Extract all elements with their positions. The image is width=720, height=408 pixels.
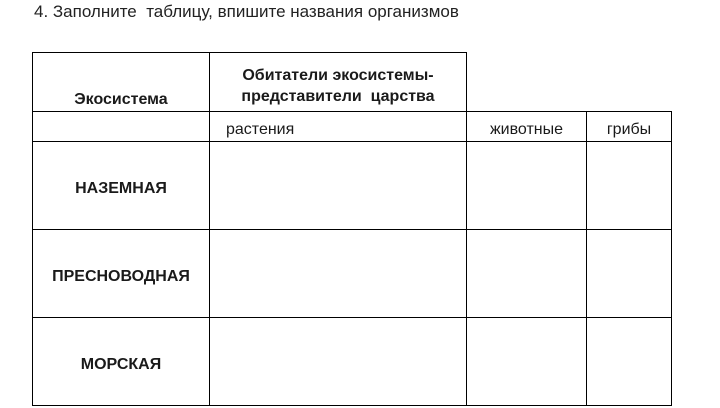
row-label-freshwater: ПРЕСНОВОДНАЯ <box>52 268 190 285</box>
header-inhabitants-line1: Обитатели экосистемы- <box>242 67 434 84</box>
kingdom-fungi: грибы <box>606 121 652 138</box>
table-border-top <box>32 52 467 53</box>
row-label-terrestrial: НАЗЕМНАЯ <box>75 180 167 197</box>
cell-freshwater-animals[interactable] <box>471 234 582 314</box>
header-ecosystem: Экосистема <box>74 91 168 108</box>
cell-marine-fungi[interactable] <box>591 322 667 402</box>
cell-terrestrial-plants[interactable] <box>214 146 462 226</box>
table-border-bottom <box>32 405 672 406</box>
table-line-row2 <box>32 317 672 318</box>
table-line-col3 <box>586 111 587 406</box>
header-inhabitants-line2: представители царства <box>241 88 435 105</box>
cell-freshwater-fungi[interactable] <box>591 234 667 314</box>
cell-marine-plants[interactable] <box>214 322 462 402</box>
table-line-col2 <box>466 52 467 406</box>
cell-terrestrial-animals[interactable] <box>471 146 582 226</box>
table-line-header <box>32 111 672 112</box>
table-line-row1 <box>32 229 672 230</box>
table-line-kingdoms <box>32 141 672 142</box>
cell-terrestrial-fungi[interactable] <box>591 146 667 226</box>
cell-freshwater-plants[interactable] <box>214 234 462 314</box>
task-title: 4. Заполните таблицу, впишите названия организмов <box>34 2 459 21</box>
kingdom-animals: животные <box>489 121 564 138</box>
table-border-right <box>671 111 672 406</box>
row-label-marine: МОРСКАЯ <box>80 356 162 373</box>
kingdom-plants: растения <box>226 121 295 138</box>
cell-marine-animals[interactable] <box>471 322 582 402</box>
